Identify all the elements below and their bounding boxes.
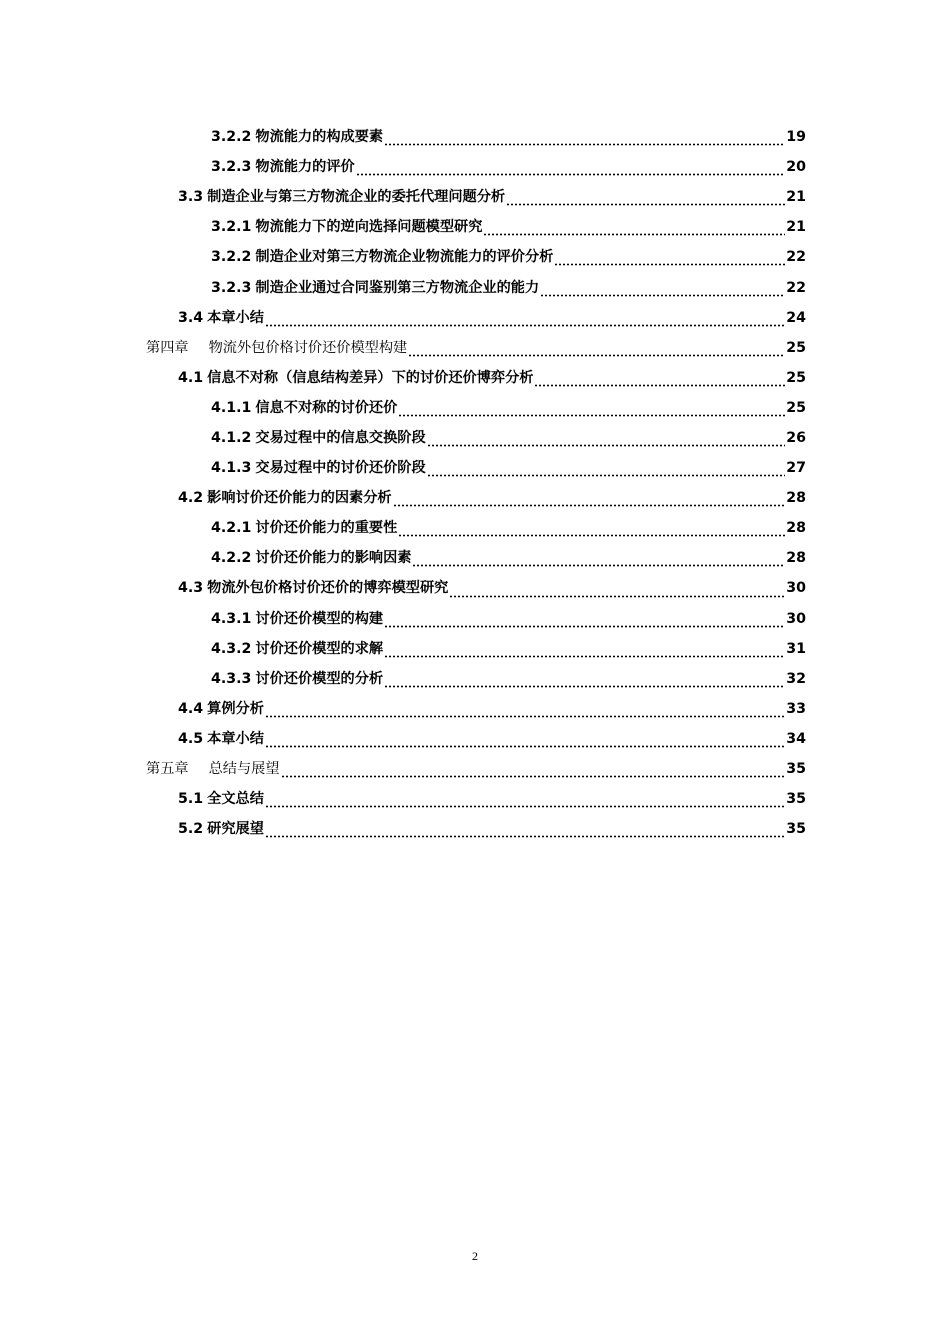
toc-entry-title: [211, 128, 383, 146]
toc-entry-text: 交易过程中的信息交换阶段: [255, 429, 426, 446]
toc-entry-text: 制造企业对第三方物流企业物流能力的评价分析: [255, 249, 554, 266]
toc-dot-leader: [265, 313, 785, 327]
toc-entry-text: 物流能力下的逆向选择问题模型研究: [255, 219, 483, 236]
toc-entry-title: [211, 158, 355, 176]
toc-dot-leader: [398, 523, 785, 537]
toc-entry-page: 25: [786, 399, 806, 416]
toc-entry[interactable]: [0, 754, 950, 784]
toc-entry-number: 4.2.2: [211, 550, 252, 567]
toc-dot-leader: [427, 463, 786, 477]
toc-dot-leader: [265, 734, 785, 748]
toc-entry-text: 研究展望: [207, 821, 264, 838]
toc-entry-text: 讨价还价能力的影响因素: [255, 550, 412, 567]
toc-entry-text: 信息不对称（信息结构差异）下的讨价还价博弈分析: [207, 369, 534, 386]
toc-dot-leader: [265, 704, 785, 718]
toc-entry-number: 4.3.3: [211, 670, 252, 687]
toc-entry-title: [178, 369, 533, 387]
toc-entry-page: 19: [786, 129, 806, 146]
toc-entry-number: 5.2: [178, 821, 204, 838]
toc-entry-page: 35: [786, 761, 806, 778]
toc-entry[interactable]: [0, 212, 950, 242]
toc-entry-title: [211, 429, 426, 447]
toc-entry-text: 总结与展望: [208, 761, 280, 778]
toc-entry-page: 32: [786, 670, 806, 687]
toc-entry-number: 4.3.1: [211, 610, 252, 627]
toc-entry-number: 第五章: [146, 761, 189, 778]
toc-entry-text: 信息不对称的讨价还价: [255, 399, 398, 416]
toc-entry-number: 4.1.2: [211, 429, 252, 446]
toc-entry[interactable]: [0, 423, 950, 453]
toc-dot-leader: [265, 824, 785, 838]
toc-entry-title: [178, 730, 264, 748]
toc-entry-number: 4.1: [178, 369, 204, 386]
toc-entry-number: 4.1.1: [211, 399, 252, 416]
toc-entry-number: 3.2.3: [211, 159, 252, 176]
toc-entry-title: [211, 459, 426, 477]
page-number: 2: [472, 1249, 478, 1263]
toc-entry-page: 28: [786, 550, 806, 567]
toc-entry-text: 算例分析: [207, 700, 264, 717]
toc-entry[interactable]: [0, 333, 950, 363]
toc-dot-leader: [384, 674, 785, 688]
toc-entry-text: 讨价还价模型的构建: [255, 610, 384, 627]
toc-entry-title: [178, 309, 264, 327]
toc-entry-title: [178, 489, 392, 507]
toc-entry-page: 30: [786, 610, 806, 627]
toc-dot-leader: [398, 403, 785, 417]
toc-entry-number: 4.2: [178, 490, 204, 507]
table-of-contents: [0, 122, 950, 844]
toc-entry-page: 35: [786, 821, 806, 838]
toc-entry[interactable]: [0, 393, 950, 423]
toc-entry-number: 3.2.2: [211, 249, 252, 266]
toc-dot-leader: [534, 373, 785, 387]
toc-entry[interactable]: [0, 152, 950, 182]
toc-entry-page: 25: [786, 369, 806, 386]
toc-entry[interactable]: [0, 303, 950, 333]
toc-entry[interactable]: [0, 604, 950, 634]
toc-entry[interactable]: [0, 573, 950, 603]
toc-entry[interactable]: [0, 814, 950, 844]
toc-entry-text: 本章小结: [207, 309, 264, 326]
toc-entry[interactable]: [0, 483, 950, 513]
toc-entry-title: [211, 218, 482, 236]
toc-entry-title: [146, 760, 280, 778]
toc-entry-text: 物流能力的评价: [255, 159, 355, 176]
toc-entry-text: 制造企业与第三方物流企业的委托代理问题分析: [207, 189, 506, 206]
toc-entry-number: 4.3: [178, 580, 204, 597]
toc-entry-number: 3.2.2: [211, 129, 252, 146]
toc-entry[interactable]: [0, 513, 950, 543]
toc-dot-leader: [554, 252, 785, 266]
toc-entry-title: [178, 188, 505, 206]
toc-entry-page: 26: [786, 429, 806, 446]
toc-entry-number: 3.4: [178, 309, 204, 326]
toc-entry[interactable]: [0, 453, 950, 483]
toc-entry-title: [211, 279, 539, 297]
toc-dot-leader: [412, 553, 785, 567]
toc-dot-leader: [427, 433, 786, 447]
toc-entry-text: 交易过程中的讨价还价阶段: [255, 460, 426, 477]
toc-entry-text: 物流外包价格讨价还价的博弈模型研究: [207, 580, 449, 597]
toc-entry-title: [211, 640, 383, 658]
toc-entry-page: 24: [786, 309, 806, 326]
toc-entry[interactable]: [0, 122, 950, 152]
toc-entry-page: 31: [786, 640, 806, 657]
toc-entry-page: 20: [786, 159, 806, 176]
toc-dot-leader: [393, 493, 786, 507]
toc-dot-leader: [384, 614, 785, 628]
toc-entry-title: [211, 519, 397, 537]
toc-entry-number: 4.2.1: [211, 520, 252, 537]
toc-entry-text: 影响讨价还价能力的因素分析: [207, 490, 392, 507]
toc-entry-text: 制造企业通过合同鉴别第三方物流企业的能力: [255, 279, 540, 296]
toc-entry-page: 21: [786, 189, 806, 206]
toc-dot-leader: [408, 343, 785, 357]
toc-entry-title: [178, 820, 264, 838]
toc-entry-page: 28: [786, 490, 806, 507]
toc-entry[interactable]: [0, 272, 950, 302]
toc-dot-leader: [384, 644, 785, 658]
toc-entry-text: 讨价还价模型的分析: [255, 670, 384, 687]
toc-entry-text: 讨价还价能力的重要性: [255, 520, 398, 537]
toc-entry-page: 22: [786, 279, 806, 296]
toc-dot-leader: [356, 162, 786, 176]
toc-entry-page: 21: [786, 219, 806, 236]
toc-entry-text: 全文总结: [207, 791, 264, 808]
toc-entry-page: 28: [786, 520, 806, 537]
toc-entry-page: 35: [786, 791, 806, 808]
toc-entry-text: 本章小结: [207, 730, 264, 747]
toc-entry-page: 30: [786, 580, 806, 597]
toc-dot-leader: [384, 132, 785, 146]
toc-entry-title: [178, 700, 264, 718]
toc-entry-number: 3.2.3: [211, 279, 252, 296]
toc-entry[interactable]: [0, 363, 950, 393]
toc-entry[interactable]: [0, 664, 950, 694]
toc-entry-title: [211, 399, 397, 417]
toc-dot-leader: [449, 584, 785, 598]
toc-entry[interactable]: [0, 543, 950, 573]
toc-entry-number: 第四章: [146, 339, 189, 356]
toc-entry-number: 5.1: [178, 791, 204, 808]
toc-entry-title: [211, 248, 553, 266]
toc-entry-title: [178, 790, 264, 808]
toc-entry-number: 4.5: [178, 730, 204, 747]
toc-entry-title: [211, 610, 383, 628]
toc-entry-title: [178, 579, 448, 597]
toc-entry[interactable]: [0, 634, 950, 664]
toc-entry[interactable]: [0, 724, 950, 754]
toc-entry-number: 3.3: [178, 189, 204, 206]
toc-entry-page: 27: [786, 460, 806, 477]
toc-entry-number: 3.2.1: [211, 219, 252, 236]
toc-entry-page: 22: [786, 249, 806, 266]
toc-dot-leader: [483, 222, 785, 236]
toc-entry-page: 25: [786, 339, 806, 356]
toc-dot-leader: [506, 192, 785, 206]
toc-entry[interactable]: [0, 182, 950, 212]
toc-entry-title: [146, 339, 407, 357]
toc-entry-page: 33: [786, 700, 806, 717]
toc-entry-title: [211, 670, 383, 688]
toc-entry[interactable]: [0, 784, 950, 814]
toc-entry-title: [211, 549, 411, 567]
toc-entry-number: 4.4: [178, 700, 204, 717]
toc-entry-text: 讨价还价模型的求解: [255, 640, 384, 657]
toc-entry[interactable]: [0, 242, 950, 272]
toc-entry-text: 物流外包价格讨价还价模型构建: [208, 339, 408, 356]
toc-dot-leader: [540, 283, 785, 297]
toc-entry-text: 物流能力的构成要素: [255, 129, 384, 146]
toc-dot-leader: [265, 794, 785, 808]
toc-entry-number: 4.3.2: [211, 640, 252, 657]
toc-dot-leader: [281, 764, 786, 778]
toc-entry-page: 34: [786, 730, 806, 747]
toc-entry[interactable]: [0, 694, 950, 724]
toc-entry-number: 4.1.3: [211, 460, 252, 477]
